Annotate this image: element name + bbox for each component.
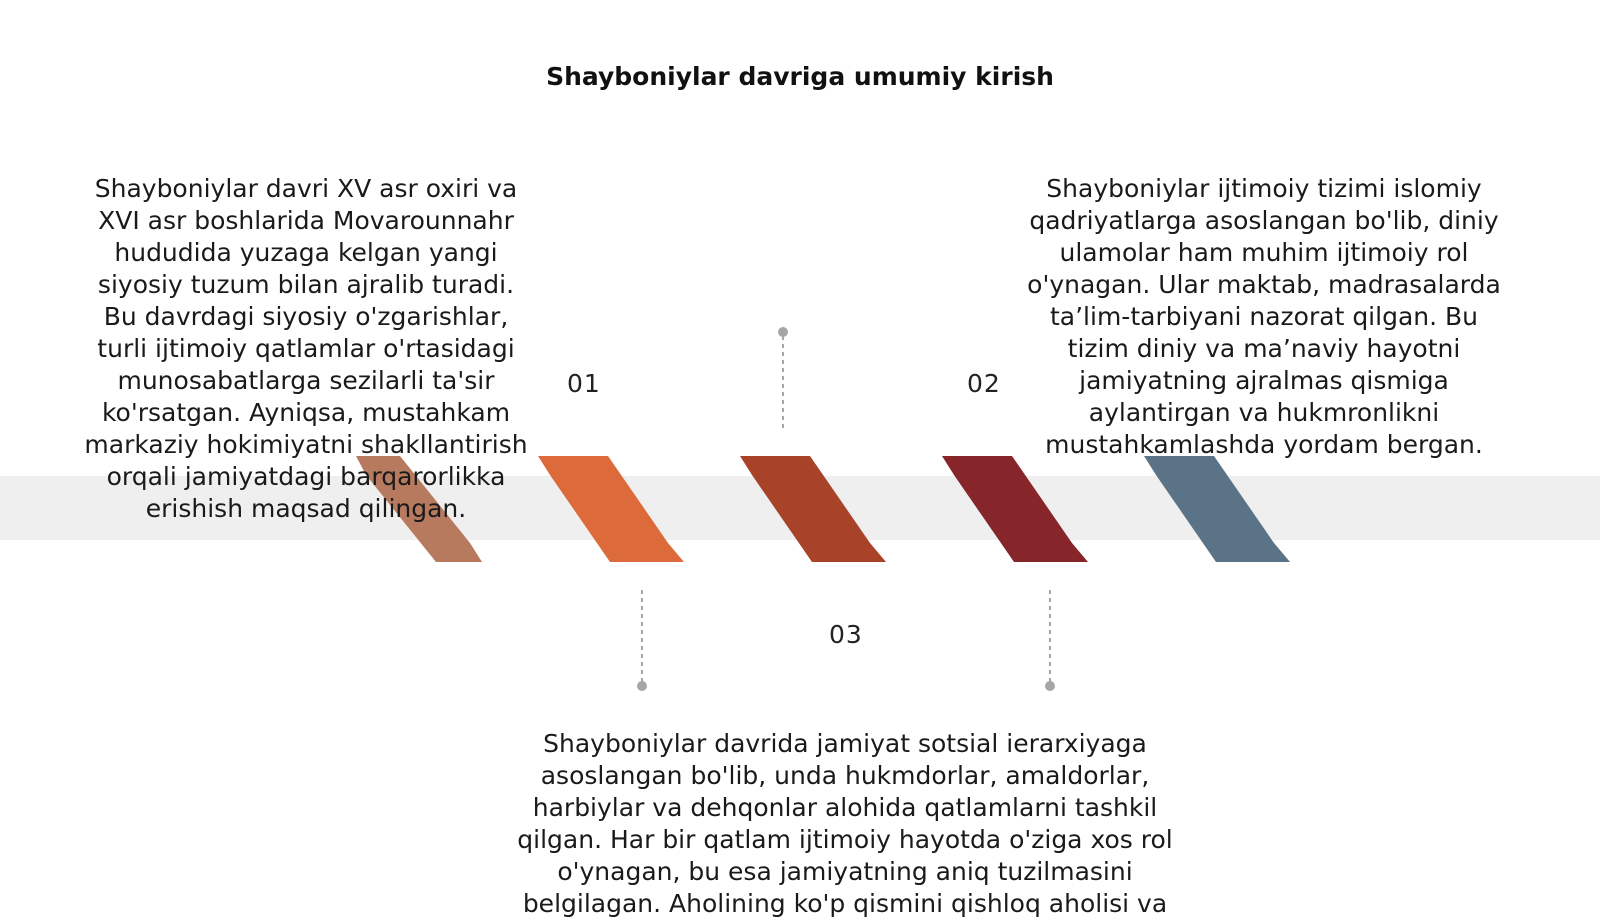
step-number-1: 01 (567, 369, 601, 398)
chevron-shape-3 (740, 456, 886, 562)
connector-bottom-left (637, 590, 647, 691)
step-text-2: Shayboniylar ijtimoiy tizimi islomiy qadriyatlarga asoslangan bo'lib, diniy ulamolar ham muhim ijtimoiy rol o'ynagan. Ular maktab, madrasalarda ta’lim-tarbiyani nazorat qilgan. Bu tizim diniy va ma’naviy hayotni jamiyatning ajralmas qismiga aylantirgan va hukmronlikni mustahkamlashda yordam bergan. (1027, 174, 1501, 459)
step-number-2: 02 (967, 369, 1001, 398)
chevron-3 (740, 456, 886, 562)
connector-top (778, 327, 788, 430)
step-text-3: Shayboniylar davrida jamiyat sotsial ierarxiyaga asoslangan bo'lib, unda hukmdorlar, amaldorlar, harbiylar va dehqonlar alohida qatlamlarni tashkil qilgan. Har bir qatlam ijtimoiy hayotda o'ziga xos rol o'ynagan, bu esa jamiyatning aniq tuzilmasini belgilagan. Aholining ko'p qismini qishloq aholisi va (517, 729, 1173, 918)
chevron-4 (942, 456, 1088, 562)
step-number-3: 03 (829, 620, 863, 649)
chevron-shape-4 (942, 456, 1088, 562)
chevron-shape-2 (538, 456, 684, 562)
chevron-2 (538, 456, 684, 562)
chevron-5 (1144, 456, 1290, 562)
page-title: Shayboniylar davriga umumiy kirish (546, 62, 1054, 91)
step-text-1: Shayboniylar davri XV asr oxiri va XVI asr boshlarida Movarounnahr hududida yuzaga kelgan yangi siyosiy tuzum bilan ajralib turadi. Bu davrdagi siyosiy o'zgarishlar, turli ijtimoiy qatlamlar o'rtasidagi munosabatlarga sezilarli ta'sir ko'rsatgan. Ayniqsa, mustahkam markaziy hokimiyatni shakllantirish orqali jamiyatdagi barqarorlikka erishish maqsad qilingan. (84, 174, 528, 523)
chevron-shape-5 (1144, 456, 1290, 562)
connector-bottom-right (1045, 590, 1055, 691)
